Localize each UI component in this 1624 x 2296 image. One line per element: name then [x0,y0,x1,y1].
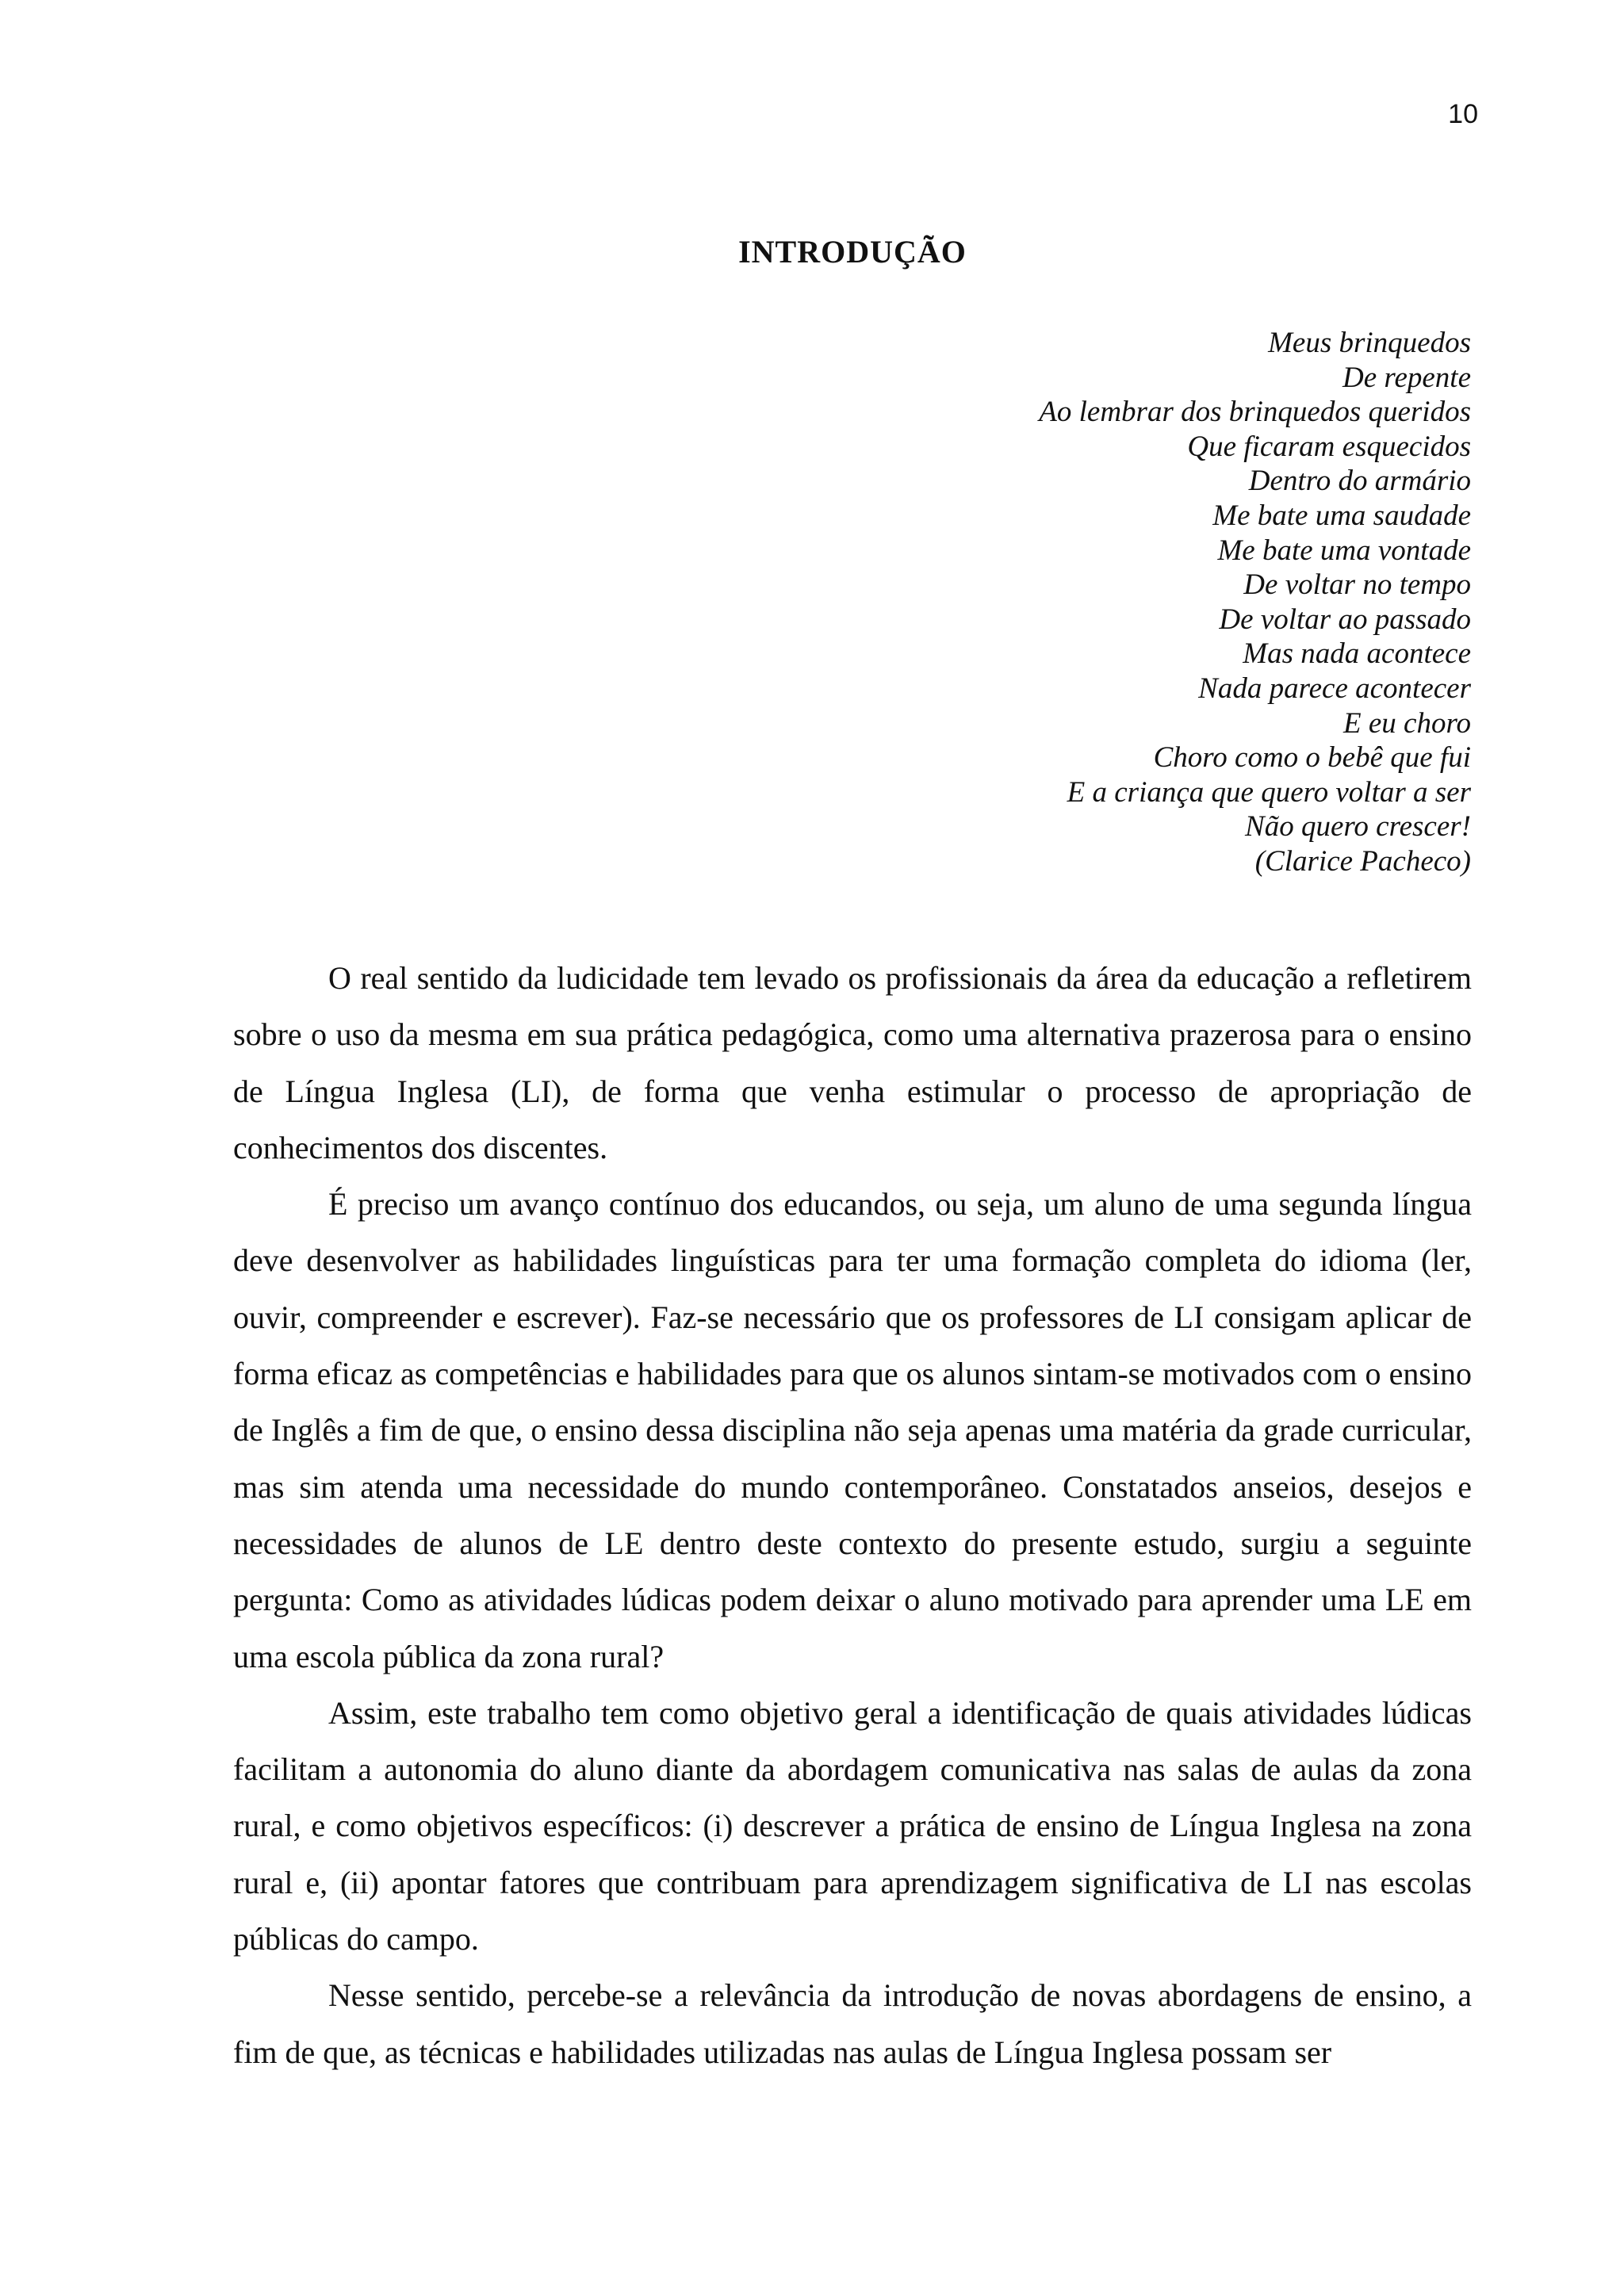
poem-line: Dentro do armário [1248,465,1471,498]
poem-line: Choro como o bebê que fui [1153,741,1471,775]
paragraph: Assim, este trabalho tem como objetivo geral a identificação de quais atividades lúdicas facilitam a autonomia do aluno diante da abordagem comunicativa nas salas de aulas da zona rural, e como objetivos específicos: (i) descrever a prática de ensino de Língua Inglesa na zona rural e, (ii) apontar fatores que contribuam para aprendizagem significativa de LI nas escolas públicas do campo. [233,1694,1472,1957]
page-number: 10 [1448,99,1478,129]
poem-line: E a criança que quero voltar a ser [1067,775,1471,809]
poem-line: E eu choro [1343,706,1471,740]
section-title: INTRODUÇÃO [738,234,967,270]
poem-line: De voltar ao passado [1219,603,1471,636]
poem-line: Nada parece acontecer [1198,672,1471,705]
body-text [233,950,1472,2080]
poem-line: Me bate uma saudade [1212,499,1471,532]
poem-line: De voltar no tempo [1243,568,1471,602]
poem-line: Me bate uma vontade [1217,534,1471,567]
paragraph: O real sentido da ludicidade tem levado os profissionais da área da educação a refletirem sobre o uso da mesma em sua prática pedagógica, como uma alternativa prazerosa para o ensino de Língua Inglesa (LI), de forma que venha estimular o processo de apropriação de conhecimentos dos discentes. [233,960,1472,1165]
paragraph: É preciso um avanço contínuo dos educandos, ou seja, um aluno de uma segunda língua deve desenvolver as habilidades linguísticas para ter uma formação completa do idioma (ler, ouvir, compreender e escrever). Faz-se necessário que os professores de LI consigam aplicar de forma eficaz as competências e habilidades para que os alunos sintam-se motivados com o ensino de Inglês a fim de que, o ensino dessa disciplina não seja apenas uma matéria da grade curricular, mas sim atenda uma necessidade do mundo contemporâneo. Constatados anseios, desejos e necessidades de alunos de LE dentro deste contexto do presente estudo, surgiu a seguinte pergunta: Como as atividades lúdicas podem deixar o aluno motivado para aprender uma LE em uma escola pública da zona rural? [233,1186,1472,1674]
poem-line: Meus brinquedos [1268,327,1471,359]
epigraph-poem [872,326,1471,879]
poem-line: Mas nada acontece [1243,637,1471,671]
poem-author: (Clarice Pacheco) [1254,844,1471,878]
poem-line: Ao lembrar dos brinquedos queridos [1039,396,1471,429]
poem-line: De repente [1342,361,1471,394]
poem-line: Não quero crescer! [1245,810,1471,844]
paragraph: Nesse sentido, percebe-se a relevância da introdução de novas abordagens de ensino, a fim de que, as técnicas e habilidades utilizadas nas aulas de Língua Inglesa possam ser [233,1977,1472,2070]
poem-line: Que ficaram esquecidos [1187,430,1471,463]
